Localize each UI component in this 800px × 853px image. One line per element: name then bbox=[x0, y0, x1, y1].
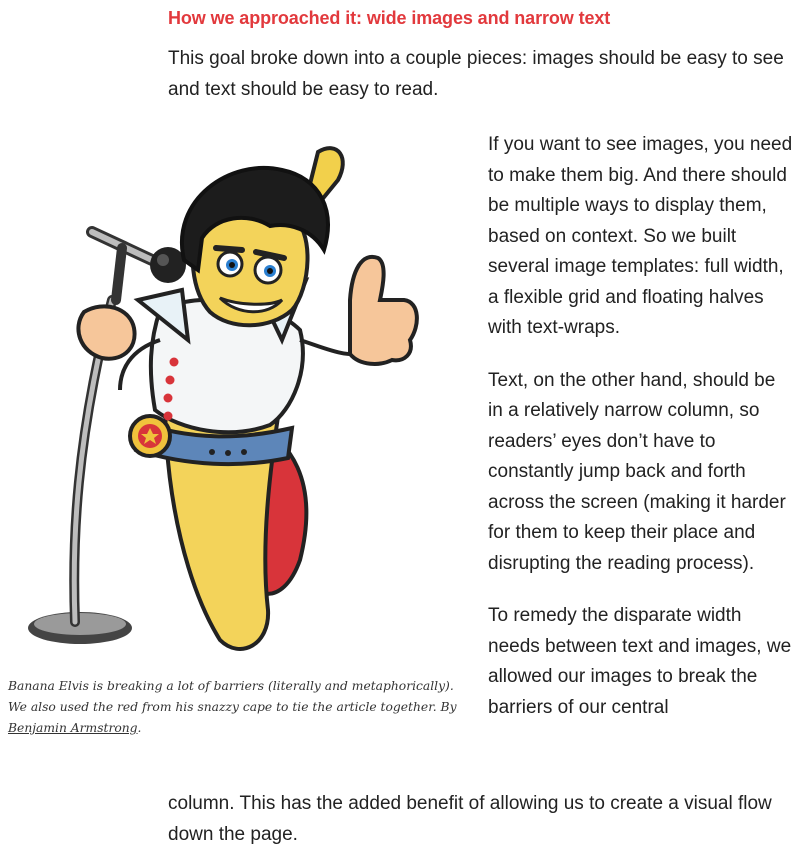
paragraph-remedy-continued: column. This has the added benefit of allowing us to create a visual flow down the page. bbox=[168, 793, 772, 845]
intro-paragraph: This goal broke down into a couple pieces: images should be easy to see and text should be easy to read. bbox=[168, 48, 784, 100]
author-link[interactable]: Benjamin Armstrong bbox=[8, 721, 138, 735]
paragraph-images: If you want to see images, you need to make them big. And there should be multiple ways to display them, based on context. So we built several image templates: full width, a flexible grid and floating halves with text-wraps. bbox=[488, 134, 793, 338]
paragraph-text-width: Text, on the other hand, should be in a relatively narrow column, so readers’ eyes don’t have to constantly jump back and forth across the screen (making it harder for them to keep their place and disrupting the reading process). bbox=[488, 369, 786, 574]
section-heading: How we approached it: wide images and narrow text bbox=[168, 8, 611, 28]
figure-caption bbox=[8, 676, 458, 739]
banana-elvis-illustration bbox=[20, 140, 460, 660]
left-hand bbox=[78, 306, 134, 358]
thumbs-up-hand bbox=[350, 257, 417, 364]
right-text-column bbox=[488, 130, 793, 745]
paragraph-remedy: To remedy the disparate width needs between text and images, we allowed our images to break the barriers of our central bbox=[488, 605, 792, 718]
caption-end: . bbox=[137, 721, 142, 735]
caption-text: Banana Elvis is breaking a lot of barriers (literally and metaphorically). We also used the red from his snazzy cape to tie the article together. By bbox=[8, 679, 457, 714]
